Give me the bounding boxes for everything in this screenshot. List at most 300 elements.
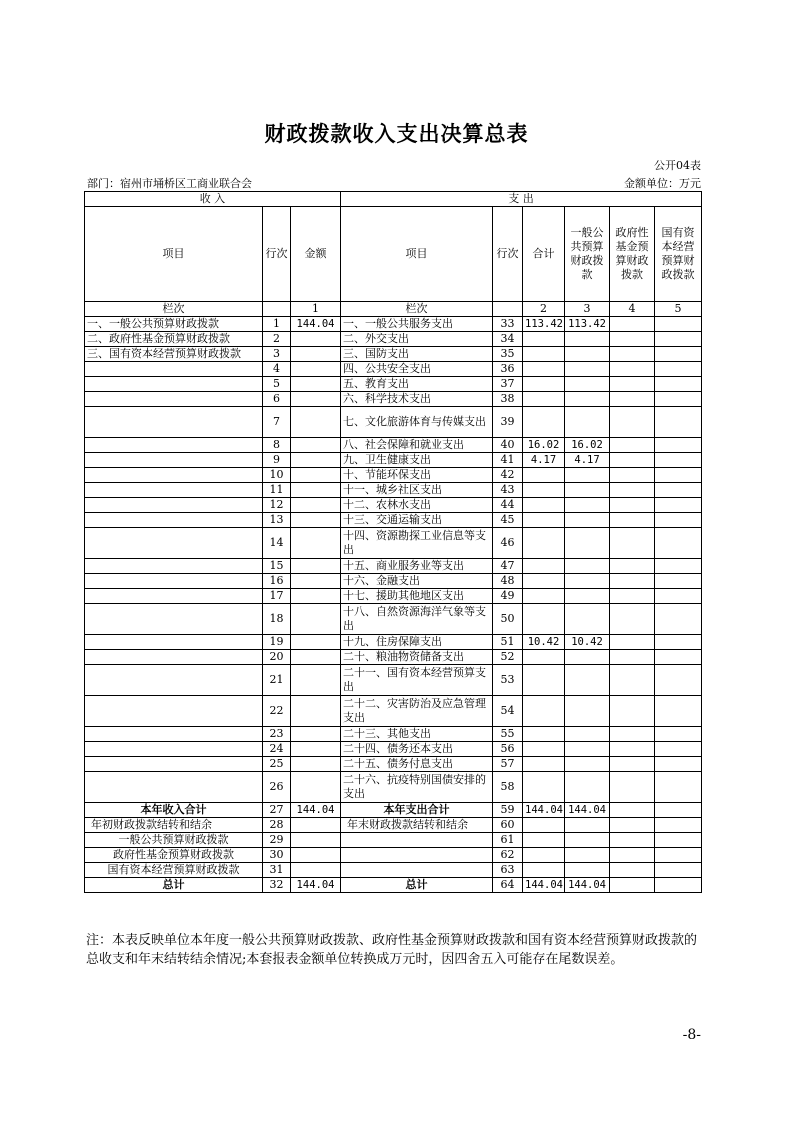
income-item: 政府性基金预算财政拨款 [85, 848, 263, 863]
expense-state-capital [655, 742, 702, 757]
income-item [85, 727, 263, 742]
income-amount [291, 696, 341, 727]
income-amount [291, 483, 341, 498]
table-row [85, 696, 702, 727]
expense-row-no: 55 [493, 727, 523, 742]
income-amount [291, 513, 341, 528]
expense-general-budget [565, 696, 610, 727]
income-item [85, 559, 263, 574]
income-item [85, 392, 263, 407]
expense-general-budget [565, 757, 610, 772]
income-item-header: 项目 [85, 207, 263, 302]
expense-total [523, 589, 565, 604]
expense-state-capital [655, 317, 702, 332]
income-row-no: 31 [263, 863, 291, 878]
expense-item: 十三、交通运输支出 [341, 513, 493, 528]
expense-gov-fund [610, 332, 655, 347]
expense-general-budget [565, 528, 610, 559]
expense-total [523, 742, 565, 757]
expense-total [523, 696, 565, 727]
table-row [85, 317, 702, 332]
table-row [85, 453, 702, 468]
expense-state-capital [655, 332, 702, 347]
expense-state-capital [655, 498, 702, 513]
footnote: 注：本表反映单位本年度一般公共预算财政拨款、政府性基金预算财政拨款和国有资本经营预算财政拨款的总收支和年末结转结余情况;本套报表金额单位转换成万元时，因四舍五入可能存在尾数误差。 [86, 933, 698, 967]
income-amount [291, 665, 341, 696]
expense-total [523, 559, 565, 574]
income-item [85, 498, 263, 513]
expense-total [523, 848, 565, 863]
expense-general-budget [565, 332, 610, 347]
expense-state-capital [655, 863, 702, 878]
expense-item: 十五、商业服务业等支出 [341, 559, 493, 574]
expense-item: 二十六、抗疫特别国债安排的支出 [341, 772, 493, 803]
expense-total [523, 604, 565, 635]
expense-item: 六、科学技术支出 [341, 392, 493, 407]
expense-state-capital [655, 407, 702, 438]
expense-total: 10.42 [523, 635, 565, 650]
income-item [85, 528, 263, 559]
income-amount [291, 727, 341, 742]
table-row [85, 332, 702, 347]
expense-general-budget [565, 362, 610, 377]
expense-general-budget [565, 377, 610, 392]
expense-gov-fund [610, 468, 655, 483]
expense-item: 十九、住房保障支出 [341, 635, 493, 650]
income-amount [291, 848, 341, 863]
expense-general-budget: 16.02 [565, 438, 610, 453]
income-row-no: 3 [263, 347, 291, 362]
expense-general-budget: 144.04 [565, 803, 610, 818]
expense-total [523, 407, 565, 438]
expense-general-budget: 10.42 [565, 635, 610, 650]
expense-item: 二十五、债务付息支出 [341, 757, 493, 772]
grand-total-row [85, 878, 702, 893]
income-item: 三、国有资本经营预算财政拨款 [85, 347, 263, 362]
expense-row-no: 54 [493, 696, 523, 727]
expense-state-capital [655, 438, 702, 453]
column-index-row [85, 302, 702, 317]
expense-total-header: 合计 [523, 207, 565, 302]
expense-item: 年末财政拨款结转和结余 [341, 818, 493, 833]
income-item [85, 377, 263, 392]
expense-general-budget [565, 589, 610, 604]
expense-row-no: 38 [493, 392, 523, 407]
general-budget-header: 一般公共预算财政拨款 [565, 207, 610, 302]
expense-row-no: 35 [493, 347, 523, 362]
expense-general-budget [565, 818, 610, 833]
expense-gov-fund [610, 559, 655, 574]
income-item [85, 650, 263, 665]
carryover-row [85, 818, 702, 833]
expense-row-no: 45 [493, 513, 523, 528]
expense-general-budget [565, 742, 610, 757]
income-row-no: 19 [263, 635, 291, 650]
expense-gov-fund [610, 438, 655, 453]
expense-item: 本年支出合计 [341, 803, 493, 818]
income-item: 年初财政拨款结转和结余 [85, 818, 263, 833]
income-item: 二、政府性基金预算财政拨款 [85, 332, 263, 347]
expense-total [523, 574, 565, 589]
income-item [85, 438, 263, 453]
table-row [85, 468, 702, 483]
expense-state-capital [655, 665, 702, 696]
expense-gov-fund [610, 453, 655, 468]
expense-col-label: 栏次 [341, 302, 493, 317]
table-row [85, 362, 702, 377]
table-row [85, 772, 702, 803]
income-col-blank [263, 302, 291, 317]
expense-item: 二十三、其他支出 [341, 727, 493, 742]
expense-row-no: 56 [493, 742, 523, 757]
expense-state-capital [655, 604, 702, 635]
table-number: 公开04表 [654, 159, 701, 172]
expense-row-no: 34 [493, 332, 523, 347]
table-row [85, 757, 702, 772]
table-row [85, 650, 702, 665]
expense-general-budget [565, 574, 610, 589]
expense-col-5: 5 [655, 302, 702, 317]
expense-gov-fund [610, 696, 655, 727]
expense-general-budget [565, 772, 610, 803]
table-row [85, 589, 702, 604]
expense-row-no: 53 [493, 665, 523, 696]
expense-general-budget [565, 665, 610, 696]
expense-total [523, 377, 565, 392]
expense-gov-fund [610, 362, 655, 377]
table-row [85, 498, 702, 513]
expense-total: 144.04 [523, 878, 565, 893]
table-row [85, 347, 702, 362]
expense-state-capital [655, 696, 702, 727]
expense-row-no: 46 [493, 528, 523, 559]
income-row-no: 15 [263, 559, 291, 574]
income-row-no: 11 [263, 483, 291, 498]
income-row-no: 8 [263, 438, 291, 453]
expense-total: 144.04 [523, 803, 565, 818]
expense-row-no: 57 [493, 757, 523, 772]
table-row [85, 574, 702, 589]
expense-row-no: 39 [493, 407, 523, 438]
income-row-no: 20 [263, 650, 291, 665]
expense-item: 二十二、灾害防治及应急管理支出 [341, 696, 493, 727]
expense-state-capital [655, 528, 702, 559]
expense-row-no: 43 [493, 483, 523, 498]
income-item [85, 665, 263, 696]
income-col-label: 栏次 [85, 302, 263, 317]
income-amount [291, 498, 341, 513]
income-row-no: 29 [263, 833, 291, 848]
expense-general-budget [565, 650, 610, 665]
expense-row-no: 42 [493, 468, 523, 483]
income-item [85, 772, 263, 803]
income-row-no: 18 [263, 604, 291, 635]
expense-row-no: 59 [493, 803, 523, 818]
expense-row-no: 60 [493, 818, 523, 833]
expense-gov-fund [610, 848, 655, 863]
income-amount [291, 362, 341, 377]
expense-gov-fund [610, 377, 655, 392]
expense-row-no: 40 [493, 438, 523, 453]
income-item: 一、一般公共预算财政拨款 [85, 317, 263, 332]
expense-state-capital [655, 574, 702, 589]
expense-total [523, 772, 565, 803]
expense-total [523, 392, 565, 407]
expense-general-budget [565, 468, 610, 483]
expense-row-no: 36 [493, 362, 523, 377]
income-amount [291, 453, 341, 468]
expense-gov-fund [610, 742, 655, 757]
expense-state-capital [655, 453, 702, 468]
expense-general-budget [565, 407, 610, 438]
expense-item: 十八、自然资源海洋气象等支出 [341, 604, 493, 635]
expense-gov-fund [610, 317, 655, 332]
expense-general-budget [565, 833, 610, 848]
expense-total [523, 513, 565, 528]
income-amount: 144.04 [291, 878, 341, 893]
income-item [85, 589, 263, 604]
expense-state-capital [655, 347, 702, 362]
expense-total [523, 468, 565, 483]
income-item [85, 407, 263, 438]
expense-total [523, 362, 565, 377]
income-amount: 144.04 [291, 803, 341, 818]
income-row-no: 23 [263, 727, 291, 742]
expense-gov-fund [610, 833, 655, 848]
expense-row-no: 58 [493, 772, 523, 803]
expense-total: 113.42 [523, 317, 565, 332]
expense-total: 16.02 [523, 438, 565, 453]
expense-col-blank [493, 302, 523, 317]
income-amount [291, 559, 341, 574]
income-item [85, 468, 263, 483]
expense-row-no: 48 [493, 574, 523, 589]
expense-gov-fund [610, 498, 655, 513]
carryover-row [85, 833, 702, 848]
expense-gov-fund [610, 589, 655, 604]
income-item [85, 453, 263, 468]
income-amount [291, 833, 341, 848]
income-row-no: 5 [263, 377, 291, 392]
expense-general-budget [565, 604, 610, 635]
income-amount [291, 574, 341, 589]
table-row [85, 483, 702, 498]
expense-row-no: 49 [493, 589, 523, 604]
expense-gov-fund [610, 727, 655, 742]
column-header-row [85, 207, 702, 302]
page-number: -8- [682, 1027, 701, 1043]
expense-item [341, 833, 493, 848]
expense-state-capital [655, 513, 702, 528]
expense-col-2: 2 [523, 302, 565, 317]
expense-general-budget [565, 392, 610, 407]
income-row-no: 26 [263, 772, 291, 803]
carryover-row [85, 863, 702, 878]
carryover-row [85, 848, 702, 863]
expense-state-capital [655, 559, 702, 574]
expense-gov-fund [610, 818, 655, 833]
expense-total [523, 757, 565, 772]
income-row-no: 4 [263, 362, 291, 377]
expense-gov-fund [610, 604, 655, 635]
expense-general-budget [565, 498, 610, 513]
expense-general-budget [565, 483, 610, 498]
expense-general-budget: 113.42 [565, 317, 610, 332]
income-amount [291, 742, 341, 757]
expense-gov-fund [610, 757, 655, 772]
expense-row-no: 61 [493, 833, 523, 848]
income-row-no: 2 [263, 332, 291, 347]
table-row [85, 604, 702, 635]
expense-total [523, 818, 565, 833]
income-amount [291, 650, 341, 665]
income-item: 一般公共预算财政拨款 [85, 833, 263, 848]
table-row [85, 438, 702, 453]
expense-row-no: 64 [493, 878, 523, 893]
expense-item-header: 项目 [341, 207, 493, 302]
income-amount [291, 528, 341, 559]
income-item: 总计 [85, 878, 263, 893]
expense-total: 4.17 [523, 453, 565, 468]
expense-gov-fund [610, 407, 655, 438]
expense-state-capital [655, 635, 702, 650]
expense-item: 十、节能环保支出 [341, 468, 493, 483]
income-item [85, 362, 263, 377]
income-amount [291, 589, 341, 604]
expense-item: 一、一般公共服务支出 [341, 317, 493, 332]
expense-item: 五、教育支出 [341, 377, 493, 392]
expense-row-no: 52 [493, 650, 523, 665]
expense-row-no: 51 [493, 635, 523, 650]
income-amount [291, 407, 341, 438]
expense-total [523, 665, 565, 696]
expense-state-capital [655, 848, 702, 863]
expense-item: 总计 [341, 878, 493, 893]
expense-state-capital [655, 589, 702, 604]
income-item: 国有资本经营预算财政拨款 [85, 863, 263, 878]
expense-row-no: 50 [493, 604, 523, 635]
expense-total [523, 863, 565, 878]
expense-gov-fund [610, 483, 655, 498]
expense-gov-fund [610, 803, 655, 818]
income-row-no: 32 [263, 878, 291, 893]
expense-gov-fund [610, 528, 655, 559]
income-amount [291, 347, 341, 362]
expense-general-budget: 144.04 [565, 878, 610, 893]
income-item [85, 574, 263, 589]
income-amount-header: 金额 [291, 207, 341, 302]
income-row-no: 12 [263, 498, 291, 513]
income-amount: 144.04 [291, 317, 341, 332]
table-row [85, 407, 702, 438]
table-row [85, 377, 702, 392]
expense-general-budget [565, 513, 610, 528]
expense-item: 十七、援助其他地区支出 [341, 589, 493, 604]
expense-header: 支 出 [341, 192, 702, 207]
expense-gov-fund [610, 347, 655, 362]
income-row-no: 30 [263, 848, 291, 863]
department-label: 部门：宿州市埇桥区工商业联合会 [87, 177, 252, 190]
expense-state-capital [655, 727, 702, 742]
income-amount [291, 332, 341, 347]
expense-general-budget: 4.17 [565, 453, 610, 468]
expense-item: 七、文化旅游体育与传媒支出 [341, 407, 493, 438]
income-row-no: 13 [263, 513, 291, 528]
income-item: 本年收入合计 [85, 803, 263, 818]
income-row-no: 10 [263, 468, 291, 483]
expense-col-3: 3 [565, 302, 610, 317]
section-header-row [85, 192, 702, 207]
expense-total [523, 332, 565, 347]
expense-total [523, 528, 565, 559]
expense-general-budget [565, 863, 610, 878]
expense-gov-fund [610, 878, 655, 893]
income-amount [291, 863, 341, 878]
income-row-no: 28 [263, 818, 291, 833]
expense-state-capital [655, 833, 702, 848]
expense-total [523, 650, 565, 665]
expense-row-no: 63 [493, 863, 523, 878]
income-rowno-header: 行次 [263, 207, 291, 302]
income-row-no: 6 [263, 392, 291, 407]
expense-row-no: 44 [493, 498, 523, 513]
income-amount [291, 377, 341, 392]
income-item [85, 742, 263, 757]
expense-col-4: 4 [610, 302, 655, 317]
table-row [85, 528, 702, 559]
income-amount [291, 757, 341, 772]
expense-gov-fund [610, 513, 655, 528]
expense-state-capital [655, 772, 702, 803]
income-item [85, 513, 263, 528]
expense-gov-fund [610, 635, 655, 650]
income-item [85, 757, 263, 772]
income-row-no: 16 [263, 574, 291, 589]
expense-item: 二十一、国有资本经营预算支出 [341, 665, 493, 696]
expense-row-no: 37 [493, 377, 523, 392]
expense-row-no: 62 [493, 848, 523, 863]
table-row [85, 559, 702, 574]
expense-item: 十四、资源勘探工业信息等支出 [341, 528, 493, 559]
expense-state-capital [655, 878, 702, 893]
expense-state-capital [655, 362, 702, 377]
page-title: 财政拨款收入支出决算总表 [264, 121, 529, 146]
income-item [85, 635, 263, 650]
expense-state-capital [655, 803, 702, 818]
expense-gov-fund [610, 863, 655, 878]
income-row-no: 9 [263, 453, 291, 468]
income-amount [291, 818, 341, 833]
income-amount [291, 392, 341, 407]
expense-general-budget [565, 559, 610, 574]
income-row-no: 25 [263, 757, 291, 772]
table-row [85, 727, 702, 742]
expense-general-budget [565, 727, 610, 742]
expense-gov-fund [610, 665, 655, 696]
expense-gov-fund [610, 392, 655, 407]
income-row-no: 21 [263, 665, 291, 696]
expense-state-capital [655, 483, 702, 498]
income-row-no: 27 [263, 803, 291, 818]
expense-gov-fund [610, 650, 655, 665]
expense-total [523, 483, 565, 498]
income-row-no: 17 [263, 589, 291, 604]
expense-item: 八、社会保障和就业支出 [341, 438, 493, 453]
income-amount [291, 604, 341, 635]
unit-label: 金额单位：万元 [624, 177, 701, 190]
income-amount [291, 772, 341, 803]
expense-item [341, 863, 493, 878]
